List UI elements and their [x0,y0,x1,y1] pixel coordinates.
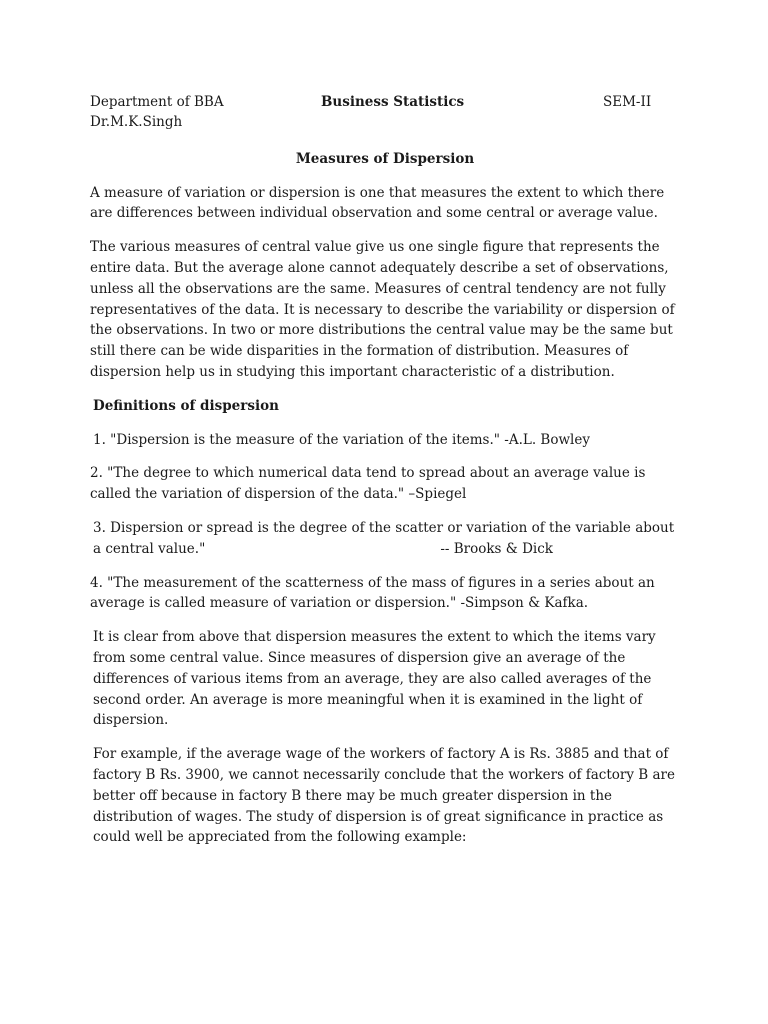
semester-label: SEM-II [603,94,652,110]
course-title: Business Statistics [321,94,465,110]
definition-attribution: -- Brooks & Dick [440,540,553,557]
department-label: Department of BBA [90,94,224,110]
definition-text: 3. Dispersion or spread is the degree of the scatter or variation of the variable about a central value." [93,519,675,557]
definition-brooks-dick [90,518,680,560]
definition-simpson-kafka: 4. "The measurement of the scatterness of the mass of figures in a series about an average is called measure of variation or dispersion." -Simpson & Kafka. [90,574,655,612]
intro-paragraph: A measure of variation or dispersion is one that measures the extent to which there are differences between individual observation and some central or average value. [90,184,665,222]
definitions-heading: Definitions of dispersion [93,397,279,414]
author-name: Dr.M.K.Singh [90,114,183,130]
definition-spiegel: 2. "The degree to which numerical data tend to spread about an average value is called the variation of dispersion of the data." –Spiegel [90,465,646,503]
document-body [90,92,680,861]
second-order-paragraph: It is clear from above that dispersion measures the extent to which the items vary from some central value. Since measures of dispersion give an average of the differences of various items from an average, they are also called averages of the second order. An average is more meaningful when it is examined in the light of dispersion. [93,629,656,729]
central-value-paragraph: The various measures of central value give us one single figure that represents the entire data. But the average alone cannot adequately describe a set of observations, unless all the observations are the same. Measures of central tendency are not fully representatives of the data. It is necessary to describe the variability or dispersion of the observations. In two or more distributions the central value may be the same but still there can be wide disparities in the formation of distribution. Measures of dispersion help us in studying this important characteristic of a distribution. [90,239,675,380]
page-title: Measures of Dispersion [295,150,475,167]
document-header [90,92,680,112]
definition-bowley: 1. "Dispersion is the measure of the variation of the items." -A.L. Bowley [93,431,590,448]
example-paragraph: For example, if the average wage of the workers of factory A is Rs. 3885 and that of factory B Rs. 3900, we cannot necessarily conclude that the workers of factory B are better off because in factory B there may be much greater dispersion in the distribution of wages. The study of dispersion is of great significance in practice as could well be appreciated from the following example: [93,746,675,846]
